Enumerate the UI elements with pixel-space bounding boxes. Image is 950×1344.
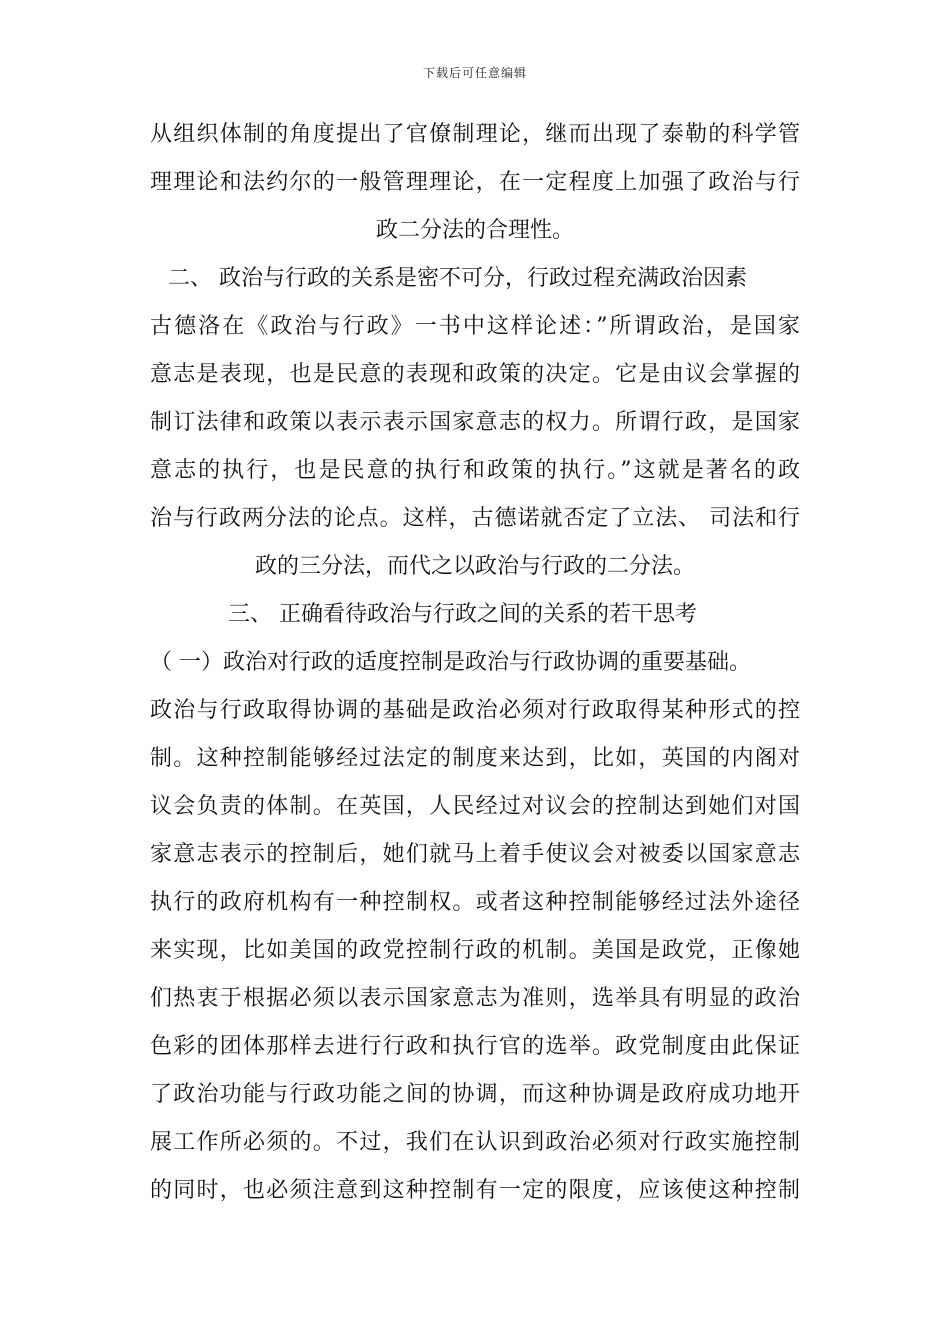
paragraph-line: 政二分法的合理性。	[375, 218, 574, 243]
paragraph-line: 家意志表示的控制后，她们就马上着手使议会对被委以国家意志	[150, 842, 800, 867]
paragraph-line: 古德洛在《政治与行政》一书中这样论述：”所谓政治，是国家	[150, 314, 800, 339]
paragraph-line: 的同时，也必须注意到这种控制有一定的限度，应该使这种控制	[150, 1178, 800, 1203]
paragraph-line: 执行的政府机构有一种控制权。或者这种控制能够经过法外途径	[150, 890, 800, 915]
paragraph-line: 们热衷于根据必须以表示国家意志为准则，选举具有明显的政治	[150, 986, 800, 1011]
section-heading: 三、 正确看待政治与行政之间的关系的若干思考	[228, 602, 697, 627]
paragraph-line: 来实现，比如美国的政党控制行政的机制。美国是政党，正像她	[150, 938, 800, 963]
page-header: 下载后可任意编辑	[422, 66, 527, 80]
paragraph-line: 意志是表现，也是民意的表现和政策的决定。它是由议会掌握的	[150, 362, 800, 387]
paragraph-line: 展工作所必须的。不过，我们在认识到政治必须对行政实施控制	[150, 1130, 800, 1155]
paragraph-line: 理理论和法约尔的一般管理理论，在一定程度上加强了政治与行	[150, 170, 800, 195]
paragraph-line: 制。这种控制能够经过法定的制度来达到，比如，英国的内阁对	[150, 746, 800, 771]
paragraph-line: 色彩的团体那样去进行行政和执行官的选举。政党制度由此保证	[150, 1034, 800, 1059]
paragraph-line: 治与行政两分法的论点。这样，古德诺就否定了立法、 司法和行	[150, 506, 800, 531]
section-heading: 二、 政治与行政的关系是密不可分，行政过程充满政治因素	[168, 266, 747, 291]
paragraph-line: 政的三分法，而代之以政治与行政的二分法。	[254, 554, 695, 579]
paragraph-line: 从组织体制的角度提出了官僚制理论，继而出现了泰勒的科学管	[150, 122, 800, 147]
paragraph-line: 了政治功能与行政功能之间的协调，而这种协调是政府成功地开	[150, 1082, 800, 1107]
paragraph-line: 政治与行政取得协调的基础是政治必须对行政取得某种形式的控	[150, 698, 800, 723]
subsection-heading: （ 一）政治对行政的适度控制是政治与行政协调的重要基础。	[150, 650, 751, 675]
paragraph-line: 制订法律和政策以表示表示国家意志的权力。所谓行政，是国家	[150, 410, 800, 435]
paragraph-line: 意志的执行，也是民意的执行和政策的执行。”这就是著名的政	[150, 458, 800, 483]
paragraph-line: 议会负责的体制。在英国，人民经过对议会的控制达到她们对国	[150, 794, 800, 819]
